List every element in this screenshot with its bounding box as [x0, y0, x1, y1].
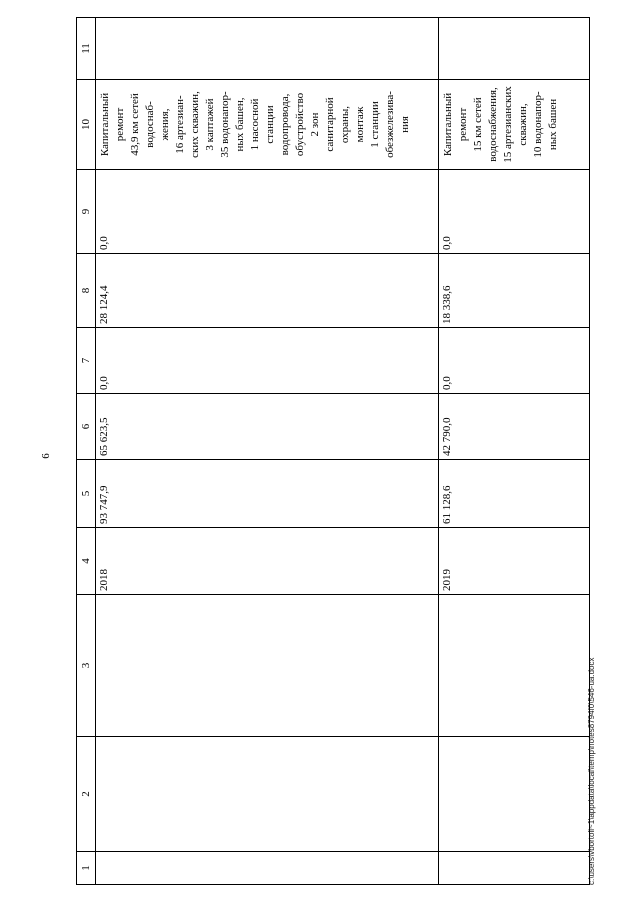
cell-col1 — [439, 852, 590, 885]
col-header-7: 7 — [77, 328, 96, 394]
description-line: 16 артезиан- — [174, 95, 187, 154]
description-line: монтаж — [354, 106, 367, 143]
description-line: 1 станции — [369, 101, 382, 148]
description-line: 3 каптажей — [204, 98, 217, 151]
rotated-table-container — [76, 18, 590, 885]
description-line: 15 артезианских — [502, 86, 515, 163]
cell-col9: 0,0 — [96, 170, 439, 254]
description-line: станции — [264, 105, 277, 144]
cell-total: 93 747,9 — [96, 460, 439, 528]
cell-col11 — [96, 18, 439, 80]
cell-col2 — [439, 737, 590, 852]
cell-col8: 18 338,6 — [439, 254, 590, 328]
description-line: 1 насосной — [249, 98, 262, 151]
cell-year: 2018 — [96, 528, 439, 595]
description-line: водопровода, — [279, 93, 292, 156]
description-line: ных башен — [547, 98, 560, 151]
budget-table — [76, 17, 590, 885]
description-text — [441, 83, 561, 166]
description-line: охраны, — [339, 105, 352, 144]
description-line: 10 водонапор- — [532, 91, 545, 158]
description-line: санитарной — [324, 97, 337, 152]
description-line: 2 зон — [309, 112, 322, 137]
description-line: ских скважин, — [189, 91, 202, 158]
cell-total: 61 128,6 — [439, 460, 590, 528]
description-line: жения, — [159, 108, 172, 141]
col-header-4: 4 — [77, 528, 96, 595]
description-line: 43,9 км сетей — [129, 93, 142, 156]
description-line: водоснаб- — [144, 101, 157, 148]
cell-col3 — [439, 595, 590, 737]
header-row — [77, 18, 96, 885]
cell-col11 — [439, 18, 590, 80]
description-line: скважин, — [517, 103, 530, 146]
col-header-11: 11 — [77, 18, 96, 80]
col-header-9: 9 — [77, 170, 96, 254]
col-header-2: 2 — [77, 737, 96, 852]
cell-col3 — [96, 595, 439, 737]
description-line: обезжелезива- — [384, 91, 397, 158]
description-line: ремонт — [457, 107, 470, 142]
col-header-5: 5 — [77, 460, 96, 528]
cell-col6: 42 790,0 — [439, 394, 590, 460]
table-row — [96, 18, 439, 885]
table-row — [439, 18, 590, 885]
col-header-6: 6 — [77, 394, 96, 460]
description-text — [98, 83, 413, 166]
page-number: 6 — [40, 453, 52, 459]
description-line: Капитальный — [442, 92, 455, 157]
description-line: Капитальный — [99, 92, 112, 157]
cell-col2 — [96, 737, 439, 852]
description-line: водоснабжения, — [487, 87, 500, 162]
description-line: 35 водонапор- — [219, 91, 232, 158]
description-line: ных башен, — [234, 97, 247, 152]
cell-col8: 28 124,4 — [96, 254, 439, 328]
description-line: обустройство — [294, 92, 307, 157]
description-line: ния — [399, 116, 412, 133]
cell-col7: 0,0 — [96, 328, 439, 394]
file-path-footer: c:\users\vbortoli~1\appdata\local\temp\notes8794f0\546-ua.docx — [587, 657, 596, 885]
description-line: 15 км сетей — [472, 97, 485, 152]
cell-description — [96, 80, 439, 170]
cell-col9: 0,0 — [439, 170, 590, 254]
col-header-8: 8 — [77, 254, 96, 328]
description-line: ремонт — [114, 107, 127, 142]
cell-year: 2019 — [439, 528, 590, 595]
cell-col6: 65 623,5 — [96, 394, 439, 460]
cell-description — [439, 80, 590, 170]
col-header-3: 3 — [77, 595, 96, 737]
cell-col1 — [96, 852, 439, 885]
cell-col7: 0,0 — [439, 328, 590, 394]
col-header-1: 1 — [77, 852, 96, 885]
col-header-10: 10 — [77, 80, 96, 170]
